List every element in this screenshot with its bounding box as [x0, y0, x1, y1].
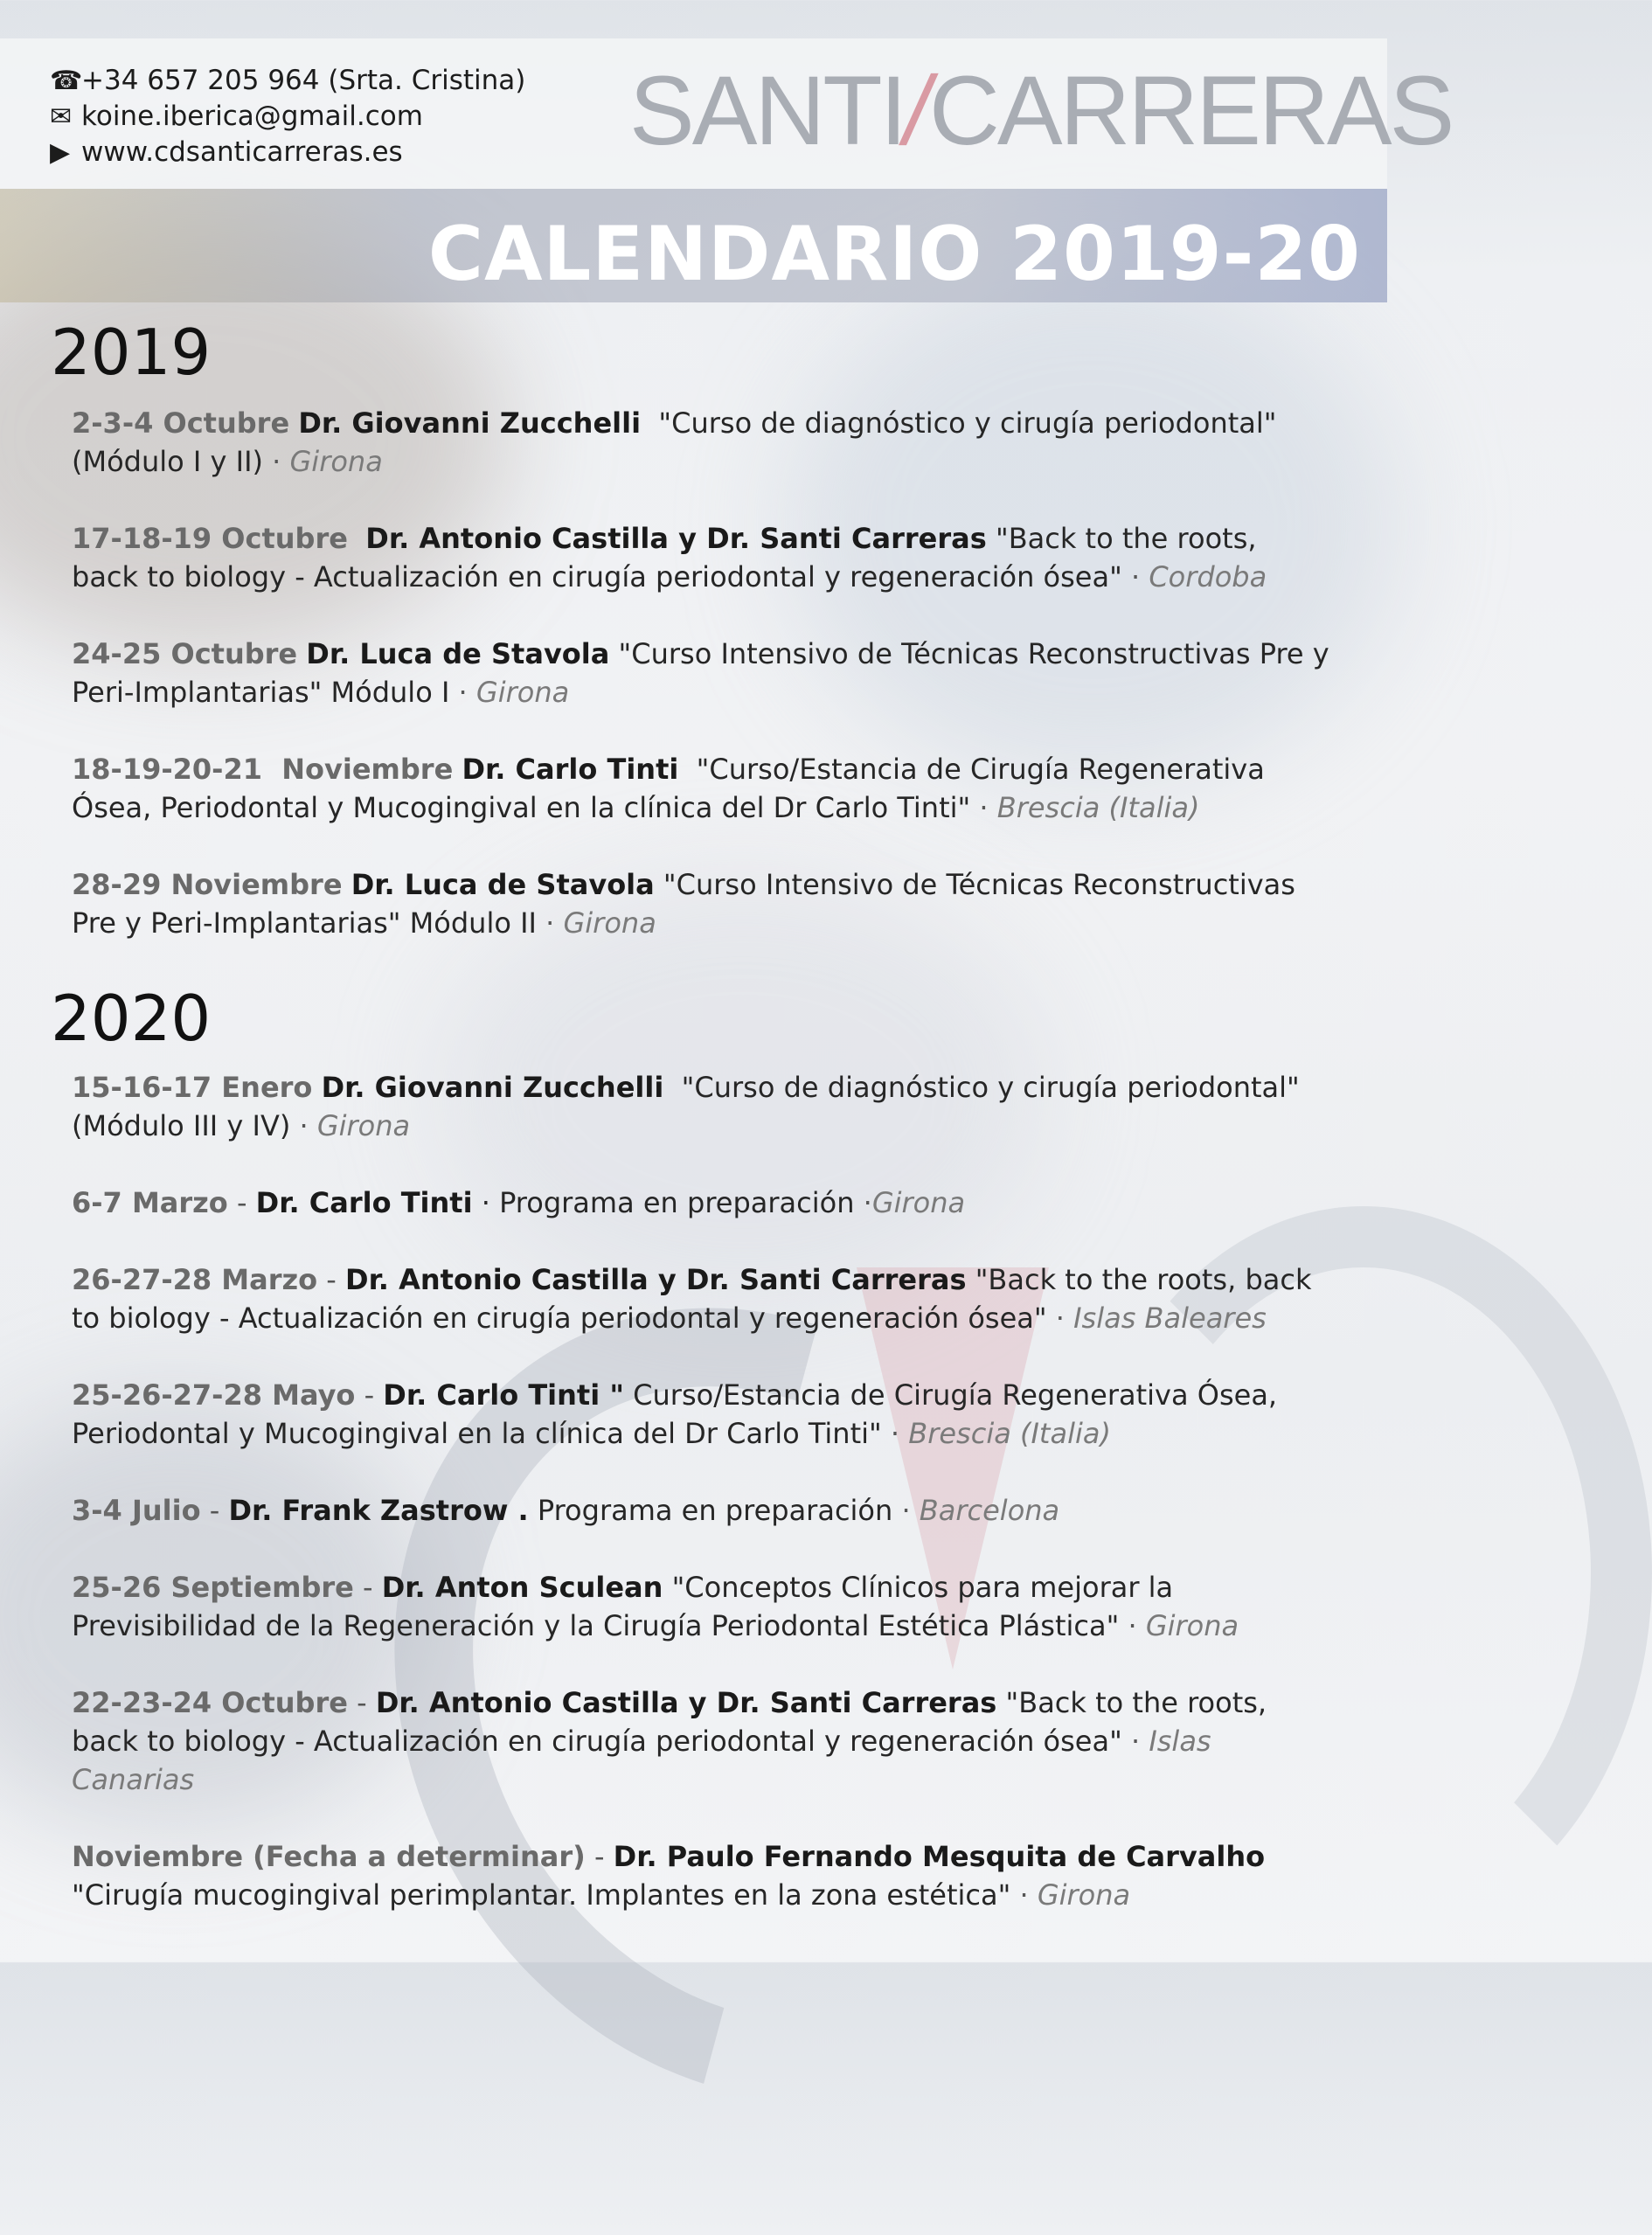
event-description: "Back to the roots, back to biology - Actualización en cirugía periodontal y regeneración ósea"	[72, 1686, 1276, 1758]
event-location-separator: ·	[536, 906, 564, 940]
event-location-separator: ·	[290, 1109, 317, 1142]
event-separator	[297, 637, 306, 670]
event-separator	[453, 753, 462, 786]
event-separator: -	[355, 1378, 384, 1412]
phone-text: +34 657 205 964 (Srta. Cristina)	[81, 65, 526, 96]
event-doctors: Dr. Luca de Stavola	[351, 868, 655, 901]
phone-icon: ☎	[50, 66, 83, 96]
event-doctors: Dr. Carlo Tinti	[462, 753, 679, 786]
event-date: 22-23-24 Octubre	[72, 1686, 348, 1719]
event-location-separator: ·	[1121, 1725, 1149, 1758]
event-location: Girona	[475, 676, 570, 709]
event-location-separator: ·	[1010, 1878, 1038, 1912]
event-description: "Back to the roots, back to biology - Actualización en cirugía periodontal y regeneración ósea"	[72, 1263, 1321, 1335]
event-item	[72, 635, 1338, 711]
event-item	[72, 1068, 1330, 1145]
event-separator	[312, 1071, 321, 1104]
event-location: Cordoba	[1149, 560, 1267, 593]
event-location-separator: ·	[881, 1417, 909, 1450]
events-2019	[72, 404, 1338, 981]
event-location: Girona	[316, 1109, 411, 1142]
event-date: 3-4 Julio	[72, 1494, 201, 1527]
play-arrow-icon: ▶	[50, 137, 71, 168]
event-separator: -	[347, 1686, 376, 1719]
event-doctors: Dr. Anton Sculean	[381, 1571, 663, 1604]
event-doctors: Dr. Giovanni Zucchelli	[321, 1071, 664, 1104]
event-description: · Programa en preparación	[472, 1186, 855, 1219]
event-description: "Conceptos Clínicos para mejorar la Previsibilidad de la Regeneración y la Cirugía Periodontal Estética Plástica"	[72, 1571, 1183, 1642]
event-description: "Curso de diagnóstico y cirugía periodontal" (Módulo III y IV)	[72, 1071, 1308, 1142]
event-item	[72, 519, 1330, 596]
event-doctors: Dr. Frank Zastrow .	[228, 1494, 529, 1527]
event-location-separator: ·	[1119, 1609, 1146, 1642]
event-location-separator: ·	[1046, 1301, 1074, 1335]
event-description: Curso/Estancia de Cirugía Regenerativa Ósea, Periodontal y Mucogingival en la clínica del Dr Carlo Tinti"	[72, 1378, 1287, 1450]
event-location: Girona	[289, 445, 383, 478]
event-date: 15-16-17 Enero	[72, 1071, 313, 1104]
event-date: Noviembre (Fecha a determinar)	[72, 1840, 586, 1873]
event-item	[72, 1683, 1330, 1799]
logo-part2: CARRERAS	[928, 56, 1453, 165]
event-description: "Curso Intensivo de Técnicas Reconstructivas Pre y Peri-Implantarias" Módulo II	[72, 868, 1305, 940]
event-date: 28-29 Noviembre	[72, 868, 343, 901]
event-location: Brescia (Italia)	[996, 791, 1200, 824]
event-description: "Curso/Estancia de Cirugía Regenerativa Ósea, Periodontal y Mucogingival en la clínica del Dr Carlo Tinti"	[72, 753, 1274, 824]
event-location: Islas Baleares	[1073, 1301, 1267, 1335]
event-doctors: Dr. Antonio Castilla y Dr. Santi Carreras	[365, 522, 987, 555]
year-heading-2019: 2019	[51, 316, 212, 389]
event-location: Girona	[871, 1186, 966, 1219]
event-date: 18-19-20-21 Noviembre	[72, 753, 454, 786]
event-description: "Back to the roots, back to biology - Actualización en cirugía periodontal y regeneración ósea"	[72, 522, 1266, 593]
event-separator: -	[353, 1571, 382, 1604]
event-location-separator: ·	[892, 1494, 920, 1527]
event-date: 25-26 Septiembre	[72, 1571, 354, 1604]
event-item	[72, 404, 1330, 481]
contact-phone	[50, 63, 525, 99]
event-location: Islas Canarias	[72, 1725, 1220, 1796]
event-description: "Curso Intensivo de Técnicas Reconstructivas Pre y Peri-Implantarias" Módulo I	[72, 637, 1338, 709]
email-text[interactable]: koine.iberica@gmail.com	[81, 101, 423, 132]
brand-logo	[629, 54, 1452, 168]
year-heading-2020: 2020	[51, 982, 212, 1055]
event-doctors: Dr. Carlo Tinti "	[383, 1378, 624, 1412]
event-location-separator: ·	[970, 791, 997, 824]
event-doctors: Dr. Giovanni Zucchelli	[298, 406, 642, 440]
logo-part1: SANTI	[629, 56, 905, 165]
event-location: Brescia (Italia)	[908, 1417, 1111, 1450]
event-location-separator: ·	[1121, 560, 1149, 593]
event-item	[72, 1568, 1330, 1645]
contact-info	[50, 63, 525, 170]
event-item	[72, 1260, 1330, 1337]
envelope-icon: ✉	[50, 101, 73, 132]
event-doctors: Dr. Antonio Castilla y Dr. Santi Carreras	[345, 1263, 967, 1296]
event-item	[72, 1491, 1330, 1530]
event-location-separator: ·	[854, 1186, 872, 1219]
event-separator	[343, 868, 351, 901]
event-description: "Curso de diagnóstico y cirugía periodontal" (Módulo I y II)	[72, 406, 1286, 478]
event-date: 24-25 Octubre	[72, 637, 298, 670]
page-title: CALENDARIO 2019-20	[427, 211, 1361, 298]
event-location: Girona	[563, 906, 656, 940]
event-date: 6-7 Marzo	[72, 1186, 228, 1219]
event-location: Girona	[1037, 1878, 1131, 1912]
contact-web	[50, 135, 525, 170]
logo-slash: /	[894, 56, 940, 165]
event-item	[72, 1376, 1330, 1453]
event-description: "Cirugía mucogingival perimplantar. Implantes en la zona estética"	[72, 1840, 1274, 1912]
event-doctors: Dr. Paulo Fernando Mesquita de Carvalho	[613, 1840, 1266, 1873]
events-2020	[72, 1068, 1330, 1953]
event-location-separator: ·	[262, 445, 290, 478]
event-separator: -	[585, 1840, 614, 1873]
contact-email	[50, 99, 525, 135]
event-doctors: Dr. Antonio Castilla y Dr. Santi Carreras	[375, 1686, 997, 1719]
event-location-separator: ·	[449, 676, 476, 709]
event-item	[72, 865, 1330, 942]
event-separator	[289, 406, 298, 440]
event-date: 17-18-19 Octubre	[72, 522, 348, 555]
event-separator	[348, 522, 365, 555]
event-location: Barcelona	[919, 1494, 1060, 1527]
event-doctors: Dr. Luca de Stavola	[306, 637, 610, 670]
event-item	[72, 1183, 1330, 1222]
event-separator: -	[317, 1263, 346, 1296]
event-date: 26-27-28 Marzo	[72, 1263, 318, 1296]
event-location: Girona	[1145, 1609, 1239, 1642]
event-doctors: Dr. Carlo Tinti	[255, 1186, 473, 1219]
event-date: 2-3-4 Octubre	[72, 406, 290, 440]
web-link[interactable]: www.cdsanticarreras.es	[81, 136, 403, 168]
event-description: Programa en preparación	[528, 1494, 893, 1527]
event-item	[72, 750, 1330, 827]
event-separator: -	[227, 1186, 256, 1219]
event-item	[72, 1837, 1330, 1914]
event-date: 25-26-27-28 Mayo	[72, 1378, 356, 1412]
event-separator: -	[200, 1494, 229, 1527]
